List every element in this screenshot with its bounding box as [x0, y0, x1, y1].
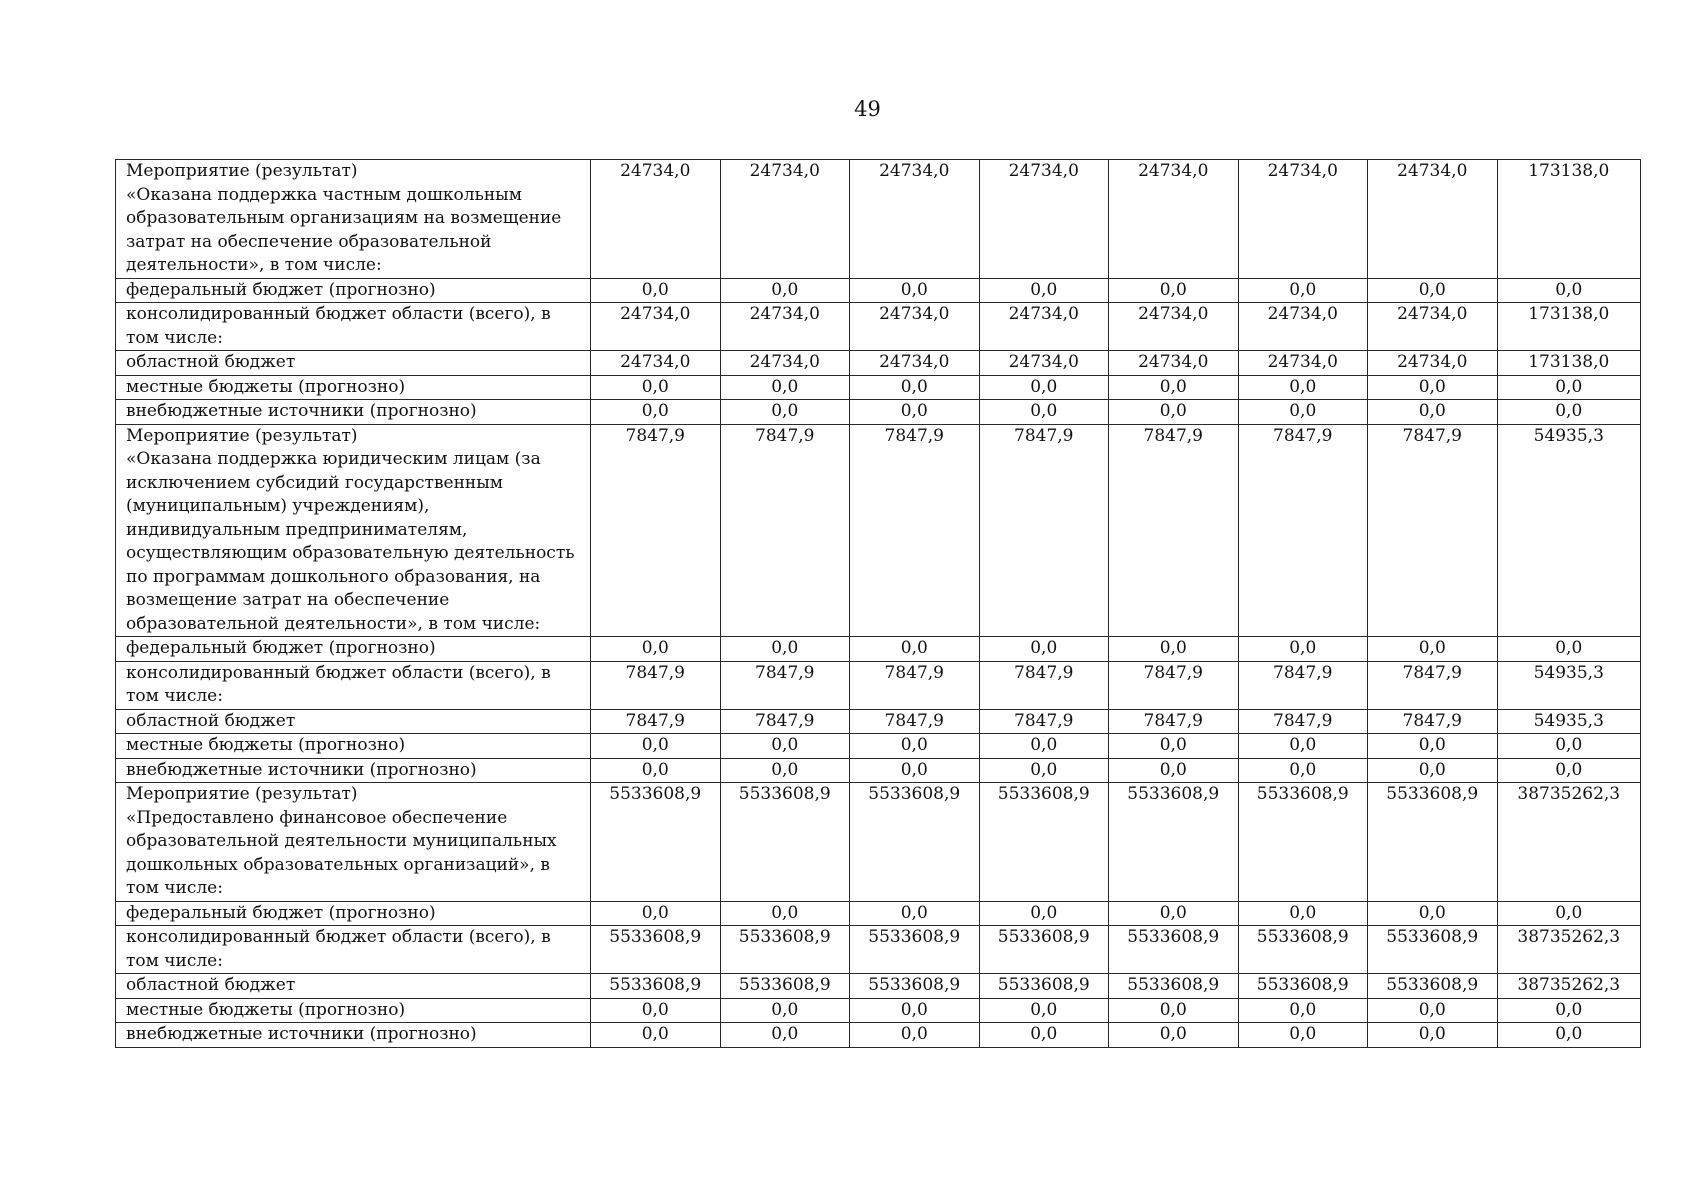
row-value-cell: 0,0	[850, 1023, 980, 1048]
table-row	[116, 783, 1641, 902]
row-value-cell: 0,0	[720, 734, 850, 759]
row-value-cell: 5533608,9	[720, 783, 850, 902]
row-value-cell: 5533608,9	[1368, 926, 1498, 974]
row-label: внебюджетные источники (прогнозно)	[116, 1023, 591, 1048]
table-row	[116, 734, 1641, 759]
row-value-cell: 7847,9	[1238, 661, 1368, 709]
row-label: федеральный бюджет (прогнозно)	[116, 637, 591, 662]
row-label: внебюджетные источники (прогнозно)	[116, 758, 591, 783]
row-label: местные бюджеты (прогнозно)	[116, 734, 591, 759]
row-value-cell: 0,0	[1109, 278, 1239, 303]
row-value-cell: 5533608,9	[979, 974, 1109, 999]
row-value-cell: 24734,0	[979, 303, 1109, 351]
row-value-cell: 24734,0	[720, 160, 850, 279]
row-value-cell: 0,0	[720, 901, 850, 926]
row-value-cell: 24734,0	[1368, 351, 1498, 376]
row-total-cell: 173138,0	[1497, 351, 1641, 376]
row-value-cell: 0,0	[1109, 1023, 1239, 1048]
table-row	[116, 278, 1641, 303]
row-total-cell: 38735262,3	[1497, 783, 1641, 902]
row-value-cell: 0,0	[979, 758, 1109, 783]
row-value-cell: 24734,0	[1238, 303, 1368, 351]
row-value-cell: 0,0	[1109, 758, 1239, 783]
row-value-cell: 24734,0	[1109, 351, 1239, 376]
row-value-cell: 0,0	[1368, 1023, 1498, 1048]
row-label: федеральный бюджет (прогнозно)	[116, 901, 591, 926]
row-total-cell: 0,0	[1497, 998, 1641, 1023]
row-label: областной бюджет	[116, 709, 591, 734]
row-value-cell: 24734,0	[591, 160, 721, 279]
row-value-cell: 24734,0	[850, 351, 980, 376]
row-value-cell: 5533608,9	[720, 926, 850, 974]
row-value-cell: 0,0	[720, 400, 850, 425]
row-value-cell: 24734,0	[720, 303, 850, 351]
row-label: местные бюджеты (прогнозно)	[116, 375, 591, 400]
row-value-cell: 24734,0	[1238, 351, 1368, 376]
row-value-cell: 24734,0	[979, 160, 1109, 279]
row-value-cell: 0,0	[1368, 758, 1498, 783]
row-value-cell: 24734,0	[1109, 303, 1239, 351]
row-value-cell: 5533608,9	[591, 926, 721, 974]
row-value-cell: 7847,9	[720, 709, 850, 734]
row-value-cell: 5533608,9	[850, 926, 980, 974]
row-value-cell: 24734,0	[850, 303, 980, 351]
row-value-cell: 0,0	[1238, 400, 1368, 425]
row-value-cell: 0,0	[1238, 998, 1368, 1023]
table-row	[116, 160, 1641, 279]
page-number: 49	[854, 97, 881, 121]
row-value-cell: 0,0	[1109, 375, 1239, 400]
row-total-cell: 173138,0	[1497, 303, 1641, 351]
table-row	[116, 901, 1641, 926]
row-label: Мероприятие (результат) «Предоставлено финансовое обеспечение образовательной деятельности муниципальных дошкольных образовательных организаций», в том числе:	[116, 783, 591, 902]
row-value-cell: 7847,9	[1368, 709, 1498, 734]
row-value-cell: 24734,0	[1109, 160, 1239, 279]
row-value-cell: 0,0	[1109, 901, 1239, 926]
row-value-cell: 0,0	[1109, 400, 1239, 425]
row-value-cell: 0,0	[591, 278, 721, 303]
table-row	[116, 351, 1641, 376]
row-value-cell: 0,0	[720, 278, 850, 303]
row-value-cell: 24734,0	[591, 351, 721, 376]
row-total-cell: 0,0	[1497, 637, 1641, 662]
row-value-cell: 7847,9	[979, 709, 1109, 734]
row-value-cell: 7847,9	[850, 424, 980, 637]
row-value-cell: 5533608,9	[591, 974, 721, 999]
row-value-cell: 0,0	[591, 901, 721, 926]
table-row	[116, 1023, 1641, 1048]
row-total-cell: 0,0	[1497, 375, 1641, 400]
table-body	[116, 160, 1641, 1048]
row-value-cell: 0,0	[1238, 375, 1368, 400]
row-value-cell: 7847,9	[850, 661, 980, 709]
row-total-cell: 0,0	[1497, 400, 1641, 425]
row-value-cell: 0,0	[720, 637, 850, 662]
row-value-cell: 0,0	[720, 998, 850, 1023]
row-value-cell: 7847,9	[591, 661, 721, 709]
row-value-cell: 0,0	[720, 375, 850, 400]
row-value-cell: 0,0	[591, 998, 721, 1023]
row-value-cell: 5533608,9	[850, 783, 980, 902]
row-value-cell: 0,0	[979, 400, 1109, 425]
table-row	[116, 303, 1641, 351]
row-value-cell: 0,0	[850, 901, 980, 926]
row-value-cell: 5533608,9	[1109, 926, 1239, 974]
row-total-cell: 38735262,3	[1497, 926, 1641, 974]
row-value-cell: 0,0	[979, 998, 1109, 1023]
row-total-cell: 173138,0	[1497, 160, 1641, 279]
row-value-cell: 5533608,9	[979, 926, 1109, 974]
row-value-cell: 5533608,9	[1368, 974, 1498, 999]
row-total-cell: 0,0	[1497, 1023, 1641, 1048]
row-value-cell: 0,0	[1368, 734, 1498, 759]
row-value-cell: 0,0	[1368, 400, 1498, 425]
row-value-cell: 0,0	[1238, 734, 1368, 759]
table-row	[116, 998, 1641, 1023]
row-label: консолидированный бюджет области (всего), в том числе:	[116, 303, 591, 351]
row-total-cell: 54935,3	[1497, 661, 1641, 709]
table-row	[116, 709, 1641, 734]
row-value-cell: 24734,0	[850, 160, 980, 279]
row-total-cell: 54935,3	[1497, 709, 1641, 734]
row-label: Мероприятие (результат) «Оказана поддержка юридическим лицам (за исключением субсидий государственным (муниципальным) учреждениям), индивидуальным предпринимателям, осуществляющим образовательную деятельность по программам дошкольного образования, на возмещение затрат на обеспечение образовательной деятельности», в том числе:	[116, 424, 591, 637]
row-value-cell: 0,0	[850, 758, 980, 783]
row-value-cell: 5533608,9	[1238, 974, 1368, 999]
row-label: областной бюджет	[116, 974, 591, 999]
row-value-cell: 0,0	[850, 400, 980, 425]
row-value-cell: 0,0	[1109, 734, 1239, 759]
row-value-cell: 0,0	[591, 637, 721, 662]
row-value-cell: 0,0	[850, 998, 980, 1023]
row-value-cell: 5533608,9	[979, 783, 1109, 902]
row-value-cell: 0,0	[591, 400, 721, 425]
row-value-cell: 24734,0	[591, 303, 721, 351]
row-value-cell: 0,0	[979, 278, 1109, 303]
row-value-cell: 5533608,9	[720, 974, 850, 999]
row-value-cell: 7847,9	[1238, 709, 1368, 734]
row-value-cell: 0,0	[591, 758, 721, 783]
row-value-cell: 0,0	[850, 637, 980, 662]
row-label: консолидированный бюджет области (всего), в том числе:	[116, 661, 591, 709]
row-value-cell: 24734,0	[1368, 303, 1498, 351]
row-value-cell: 0,0	[1368, 901, 1498, 926]
row-value-cell: 7847,9	[720, 661, 850, 709]
row-value-cell: 0,0	[850, 734, 980, 759]
row-label: федеральный бюджет (прогнозно)	[116, 278, 591, 303]
row-value-cell: 7847,9	[591, 424, 721, 637]
row-value-cell: 0,0	[720, 758, 850, 783]
row-label: областной бюджет	[116, 351, 591, 376]
row-value-cell: 24734,0	[1368, 160, 1498, 279]
row-value-cell: 24734,0	[720, 351, 850, 376]
table-row	[116, 926, 1641, 974]
row-value-cell: 7847,9	[979, 661, 1109, 709]
row-value-cell: 5533608,9	[1238, 926, 1368, 974]
row-value-cell: 0,0	[850, 375, 980, 400]
row-value-cell: 0,0	[979, 1023, 1109, 1048]
row-value-cell: 7847,9	[1368, 661, 1498, 709]
row-label: внебюджетные источники (прогнозно)	[116, 400, 591, 425]
row-value-cell: 5533608,9	[1109, 974, 1239, 999]
table-row	[116, 661, 1641, 709]
row-value-cell: 5533608,9	[1368, 783, 1498, 902]
row-total-cell: 0,0	[1497, 901, 1641, 926]
budget-table	[115, 159, 1641, 1048]
row-total-cell: 0,0	[1497, 278, 1641, 303]
table-row	[116, 424, 1641, 637]
row-value-cell: 0,0	[850, 278, 980, 303]
row-value-cell: 7847,9	[591, 709, 721, 734]
row-value-cell: 0,0	[591, 375, 721, 400]
row-value-cell: 0,0	[1368, 637, 1498, 662]
row-label: местные бюджеты (прогнозно)	[116, 998, 591, 1023]
row-value-cell: 0,0	[979, 901, 1109, 926]
row-value-cell: 0,0	[720, 1023, 850, 1048]
row-total-cell: 0,0	[1497, 758, 1641, 783]
row-value-cell: 0,0	[1238, 758, 1368, 783]
row-value-cell: 5533608,9	[591, 783, 721, 902]
row-value-cell: 7847,9	[850, 709, 980, 734]
row-value-cell: 0,0	[979, 375, 1109, 400]
row-value-cell: 0,0	[591, 734, 721, 759]
row-total-cell: 0,0	[1497, 734, 1641, 759]
row-value-cell: 0,0	[1109, 637, 1239, 662]
row-total-cell: 54935,3	[1497, 424, 1641, 637]
table-row	[116, 375, 1641, 400]
row-value-cell: 5533608,9	[1109, 783, 1239, 902]
row-value-cell: 0,0	[979, 734, 1109, 759]
row-value-cell: 0,0	[1368, 998, 1498, 1023]
row-value-cell: 0,0	[1368, 278, 1498, 303]
row-value-cell: 0,0	[1238, 901, 1368, 926]
row-value-cell: 24734,0	[1238, 160, 1368, 279]
row-value-cell: 7847,9	[720, 424, 850, 637]
table-row	[116, 400, 1641, 425]
table-row	[116, 974, 1641, 999]
row-value-cell: 7847,9	[979, 424, 1109, 637]
row-value-cell: 7847,9	[1109, 709, 1239, 734]
row-value-cell: 7847,9	[1368, 424, 1498, 637]
row-label: консолидированный бюджет области (всего), в том числе:	[116, 926, 591, 974]
row-value-cell: 0,0	[1109, 998, 1239, 1023]
row-value-cell: 0,0	[979, 637, 1109, 662]
row-total-cell: 38735262,3	[1497, 974, 1641, 999]
row-value-cell: 5533608,9	[850, 974, 980, 999]
row-value-cell: 0,0	[1368, 375, 1498, 400]
row-value-cell: 0,0	[1238, 637, 1368, 662]
row-value-cell: 5533608,9	[1238, 783, 1368, 902]
row-value-cell: 7847,9	[1109, 424, 1239, 637]
row-value-cell: 24734,0	[979, 351, 1109, 376]
row-label: Мероприятие (результат) «Оказана поддержка частным дошкольным образовательным организациям на возмещение затрат на обеспечение образовательной деятельности», в том числе:	[116, 160, 591, 279]
table-row	[116, 637, 1641, 662]
row-value-cell: 0,0	[591, 1023, 721, 1048]
row-value-cell: 0,0	[1238, 278, 1368, 303]
table-row	[116, 758, 1641, 783]
row-value-cell: 7847,9	[1238, 424, 1368, 637]
row-value-cell: 7847,9	[1109, 661, 1239, 709]
row-value-cell: 0,0	[1238, 1023, 1368, 1048]
